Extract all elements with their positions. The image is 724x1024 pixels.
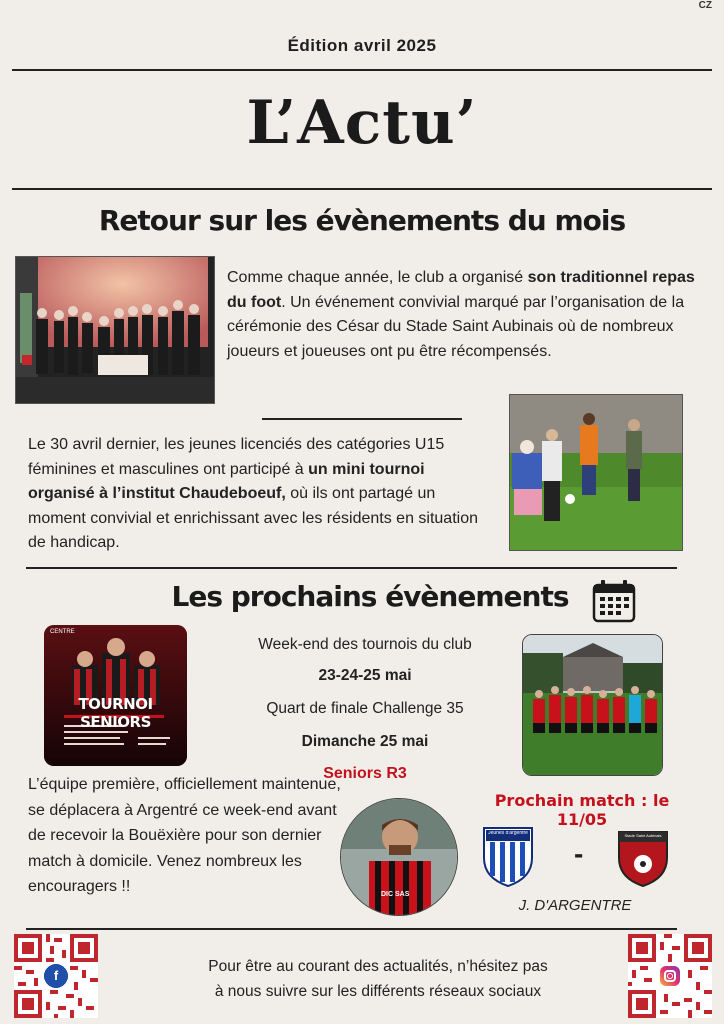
footer-rule: [26, 928, 677, 930]
repas-photo: [15, 256, 215, 404]
tournoi-text: [28, 433, 486, 556]
opponent-badge: [480, 824, 536, 888]
poster-title: TOURNOI SENIORS: [78, 695, 153, 731]
footer-line2: à nous suivre sur les différents réseaux sociaux: [214, 983, 542, 1000]
tournoi-text-bold: un mini tournoi organisé à l’institut Chaudeboeuf,: [28, 460, 425, 502]
repas-text: [227, 266, 705, 364]
event2-name: Quart de finale Challenge 35: [266, 700, 464, 717]
team-text: L’équipe première, officiellement maintenue, se déplacera à Argentré ce week-end avant de recevoir la Bouëxière pour son dernier match à domicile. Venez nombreux les encouragers !!: [28, 776, 341, 895]
player-photo: [340, 798, 458, 916]
edition-label: Édition avril 2025: [287, 36, 437, 55]
repas-text-bold: son traditionnel repas du foot: [227, 269, 695, 311]
home-badge: [617, 828, 669, 888]
seniors-label: Seniors R3: [323, 765, 407, 782]
repas-text-a: Comme chaque année, le club a organisé: [227, 269, 528, 286]
facebook-qr-code[interactable]: [14, 934, 98, 1018]
tournoi-text-c: où ils ont partagé un moment convivial et enrichissant avec les résidents en situation de handicap.: [28, 485, 478, 551]
section2-rule: [26, 567, 677, 569]
opponent-badge-text: Jeunes d'argentré: [488, 831, 528, 836]
section-title-prochains: Les prochains évènements: [171, 580, 569, 613]
event2-date: Dimanche 25 mai: [301, 733, 429, 750]
home-badge-text: Stade Saint Aubinais: [624, 833, 662, 838]
instagram-qr-code[interactable]: [628, 934, 712, 1018]
tournoi-poster: [44, 625, 187, 766]
next-match-label: Prochain match : le 11/05: [494, 791, 670, 829]
instagram-icon: [660, 966, 680, 986]
footer-line1: Pour être au courant des actualités, n’hésitez pas: [208, 958, 548, 975]
top-rule: [12, 69, 712, 71]
repas-text-c: . Un événement convivial marqué par l’organisation de la cérémonie des César du Stade Saint Aubinais où de nombreux joueurs et joueuses ont pu être récompensés.: [227, 293, 685, 360]
vs-separator: -: [574, 838, 584, 869]
player-shirt-text: DIC SAS: [381, 891, 410, 898]
masthead-title: L’Actu’: [246, 88, 478, 158]
event1-name: Week-end des tournois du club: [258, 636, 472, 653]
corner-tag: CZ: [698, 0, 712, 11]
tournoi-text-a: Le 30 avril dernier, les jeunes licenciés des catégories U15 féminines et masculines ont participé à: [28, 436, 445, 478]
short-divider: [262, 418, 462, 420]
event1-date: 23-24-25 mai: [318, 667, 412, 684]
calendar-icon: [591, 578, 637, 624]
team-photo: [522, 634, 663, 776]
tournoi-photo: [509, 394, 683, 551]
masthead-rule: [12, 188, 712, 190]
poster-tag: CENTRE: [50, 629, 75, 635]
section-title-retour: Retour sur les évènements du mois: [98, 204, 626, 237]
opponent-name: J. D'ARGENTRE: [518, 897, 632, 914]
facebook-icon: f: [53, 968, 59, 983]
